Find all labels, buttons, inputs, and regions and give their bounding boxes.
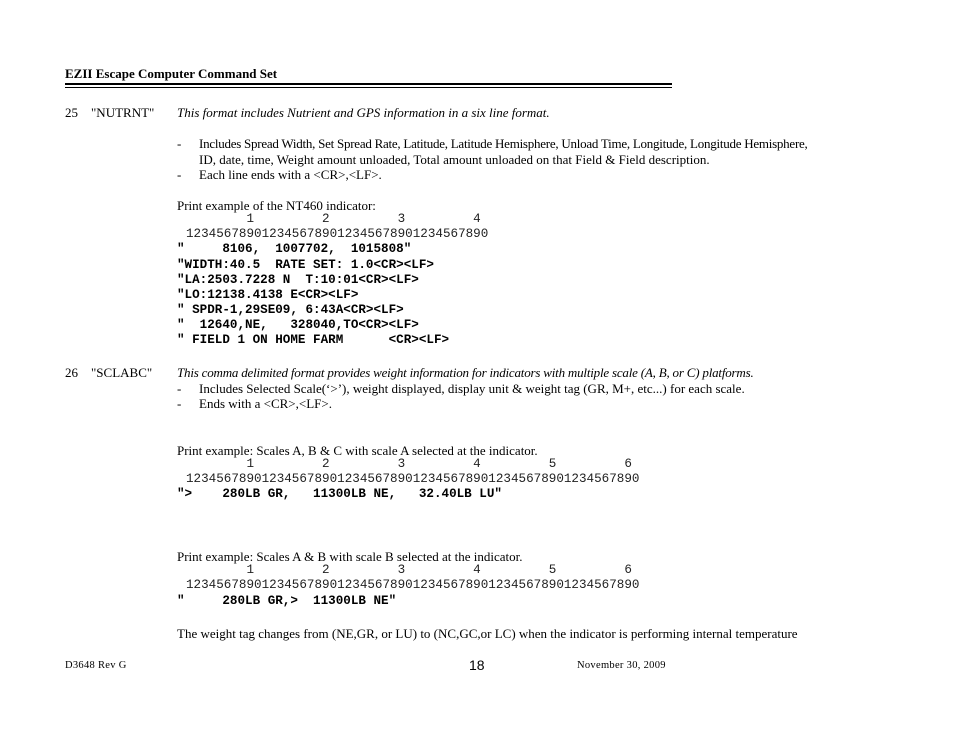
footer-page-number: 18: [469, 657, 485, 673]
section-number: 25: [65, 105, 78, 120]
format-code: "SCLABC": [91, 365, 153, 380]
column-ruler-units: 123456789012345678901234567890123456789012345678901234567890: [186, 472, 640, 486]
footer-document-id: D3648 Rev G: [65, 660, 127, 671]
column-ruler-units: 123456789012345678901234567890123456789012345678901234567890: [186, 578, 640, 592]
print-example-line: " SPDR-1,29SE09, 6:43A<CR><LF>: [177, 303, 404, 317]
print-example-line: "LO:12138.4138 E<CR><LF>: [177, 288, 359, 302]
column-ruler-tens: 1 2 3 4 5 6: [186, 457, 632, 471]
bullet-text: Ends with a <CR>,<LF>.: [199, 396, 332, 411]
print-example-line: " 8106, 1007702, 1015808": [177, 242, 412, 256]
print-example-line: "WIDTH:40.5 RATE SET: 1.0<CR><LF>: [177, 258, 434, 272]
bullet-text: Each line ends with a <CR>,<LF>.: [199, 167, 382, 182]
format-code: "NUTRNT": [91, 105, 155, 120]
format-description: This format includes Nutrient and GPS information in a six line format.: [177, 105, 550, 120]
bullet-dash: -: [177, 167, 182, 182]
bullet-text: Includes Selected Scale(‘>’), weight displayed, display unit & weight tag (GR, M+, etc...) for each scale.: [199, 381, 745, 396]
print-example-line: "LA:2503.7228 N T:10:01<CR><LF>: [177, 273, 419, 287]
example-label: Print example of the NT460 indicator:: [177, 198, 376, 213]
format-description: This comma delimited format provides weight information for indicators with multiple scale (A, B, or C) platforms.: [177, 365, 754, 380]
example-label: Print example: Scales A & B with scale B selected at the indicator.: [177, 549, 523, 564]
bullet-dash: -: [177, 136, 182, 151]
bullet-dash: -: [177, 381, 182, 396]
column-ruler-tens: 1 2 3 4 5 6: [186, 563, 632, 577]
document-header-title: EZII Escape Computer Command Set: [65, 66, 278, 81]
print-example-line: "> 280LB GR, 11300LB NE, 32.40LB LU": [177, 487, 502, 501]
header-rule-thick: [65, 83, 672, 85]
section-number: 26: [65, 365, 78, 380]
print-example-line: " 12640,NE, 328040,TO<CR><LF>: [177, 318, 419, 332]
print-example-line: " 280LB GR,> 11300LB NE": [177, 594, 397, 608]
weight-tag-note: The weight tag changes from (NE,GR, or LU) to (NC,GC,or LC) when the indicator is performing internal temperature: [177, 626, 798, 641]
bullet-dash: -: [177, 396, 182, 411]
bullet-text: Includes Spread Width, Set Spread Rate, Latitude, Latitude Hemisphere, Unload Time, Longitude, Longitude Hemisphere,: [199, 136, 808, 151]
footer-date: November 30, 2009: [577, 660, 666, 671]
example-label: Print example: Scales A, B & C with scale A selected at the indicator.: [177, 443, 538, 458]
bullet-text-continued: ID, date, time, Weight amount unloaded, Total amount unloaded on that Field & Field description.: [199, 152, 710, 167]
column-ruler-tens: 1 2 3 4: [186, 212, 481, 226]
column-ruler-units: 1234567890123456789012345678901234567890: [186, 227, 489, 241]
print-example-line: " FIELD 1 ON HOME FARM <CR><LF>: [177, 333, 450, 347]
header-rule-thin: [65, 87, 672, 88]
